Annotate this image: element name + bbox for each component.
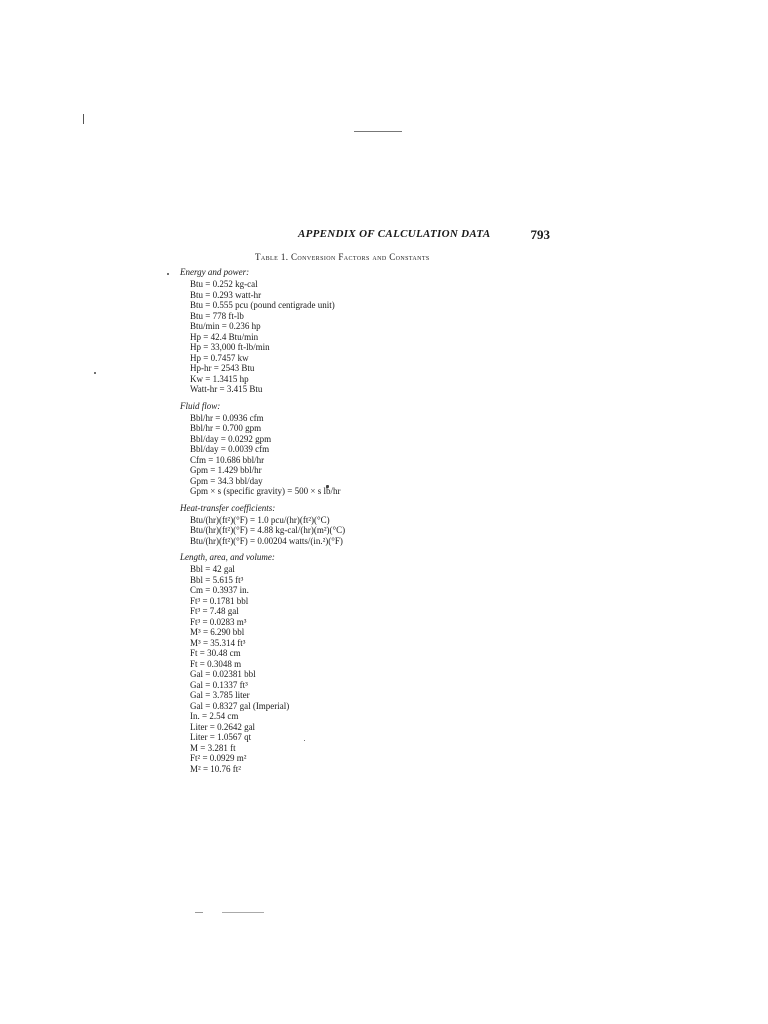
conversion-entry: Ft = 30.48 cm (190, 648, 241, 658)
running-title: APPENDIX OF CALCULATION DATA (298, 228, 491, 240)
scan-artifact-footer-dots (222, 912, 264, 913)
conversion-entry: Ft² = 0.0929 m² (190, 753, 247, 763)
conversion-entry: Ft³ = 0.1781 bbl (190, 595, 249, 606)
conversion-entry: Btu = 0.252 kg-cal (190, 279, 258, 289)
conversion-entry: Gpm = 1.429 bbl/hr (190, 465, 262, 475)
section-heading: Energy and power: (180, 267, 250, 277)
conversion-entry: Watt-hr = 3.415 Btu (190, 384, 263, 394)
conversion-entry: Cfm = 10.686 bbl/hr (190, 454, 265, 465)
scan-artifact-speck (94, 372, 96, 374)
entry-list (180, 515, 540, 547)
conversion-entry: Gal = 0.8327 gal (Imperial) (190, 700, 290, 711)
conversion-entry: Gal = 3.785 liter (190, 690, 250, 700)
conversion-entry: Ft³ = 7.48 gal (190, 606, 239, 616)
conversion-entry: Btu = 778 ft-lb (190, 310, 244, 321)
conversion-entry: Liter = 0.2642 gal (190, 721, 256, 732)
section-length-area-volume (180, 551, 540, 774)
page-header (298, 228, 550, 244)
conversion-entry: Btu/(hr)(ft²)(°F) = 4.88 kg-cal/(hr)(m²)(°C) (190, 525, 346, 535)
scan-artifact-dash (354, 131, 402, 132)
conversion-entry: Bbl/hr = 0.700 gpm (190, 423, 262, 433)
section-heading: Length, area, and volume: (180, 552, 275, 562)
section-heading: Heat-transfer coefficients: (180, 502, 276, 513)
conversion-entry: Btu = 0.293 watt-hr (190, 289, 262, 300)
entry-list (180, 564, 540, 774)
conversion-entry: Gpm = 34.3 bbl/day (190, 475, 263, 486)
section-energy-and-power (180, 266, 540, 395)
scan-artifact-speck (167, 273, 169, 275)
conversion-entry: In. = 2.54 cm (190, 711, 239, 721)
conversion-entry: Cm = 0.3937 in. (190, 585, 249, 595)
conversion-entry: Bbl/hr = 0.0936 cfm (190, 412, 264, 423)
conversion-entry: Hp = 42.4 Btu/min (190, 331, 259, 342)
conversion-entry: Bbl/day = 0.0292 gpm (190, 433, 272, 444)
conversion-entry: Ft = 0.3048 m (190, 658, 242, 669)
conversion-entry: Btu/min = 0.236 hp (190, 321, 261, 331)
page-number: 793 (530, 227, 550, 242)
conversion-entry: Gpm × s (specific gravity) = 500 × s lb/hr (190, 486, 341, 496)
conversion-table (180, 266, 540, 774)
conversion-entry: Kw = 1.3415 hp (190, 373, 249, 384)
conversion-entry: Bbl = 42 gal (190, 564, 235, 574)
conversion-entry: M = 3.281 ft (190, 742, 236, 753)
conversion-entry: Liter = 1.0567 qt (190, 732, 252, 742)
conversion-entry: M³ = 35.314 ft³ (190, 637, 246, 648)
conversion-entry: Ft³ = 0.0283 m³ (190, 616, 247, 627)
conversion-entry: Bbl = 5.615 ft³ (190, 574, 244, 585)
entry-list (180, 279, 540, 395)
entry-list (180, 413, 540, 497)
section-heat-transfer-coefficients (180, 502, 540, 547)
conversion-entry: Btu/(hr)(ft²)(°F) = 0.00204 watts/(in.²)(°F) (190, 535, 343, 546)
conversion-entry: Gal = 0.02381 bbl (190, 669, 256, 679)
conversion-entry: Hp = 0.7457 kw (190, 352, 249, 363)
conversion-entry: Gal = 0.1337 ft³ (190, 679, 248, 690)
conversion-entry: Hp = 33,000 ft-lb/min (190, 342, 270, 352)
conversion-entry: M³ = 6.290 bbl (190, 627, 245, 637)
conversion-entry: M² = 10.76 ft² (190, 763, 241, 774)
conversion-entry: Btu = 0.555 pcu (pound centigrade unit) (190, 300, 335, 310)
section-heading: Fluid flow: (180, 400, 221, 411)
section-fluid-flow (180, 400, 540, 497)
conversion-entry: Hp-hr = 2543 Btu (190, 363, 255, 373)
scan-artifact-footer-dots (195, 912, 203, 913)
conversion-entry: Bbl/day = 0.0039 cfm (190, 444, 270, 454)
conversion-entry: Btu/(hr)(ft²)(°F) = 1.0 pcu/(hr)(ft²)(°C) (190, 514, 330, 525)
table-title: Table 1. Conversion Factors and Constants (255, 252, 430, 262)
scan-artifact-vertical-line (83, 114, 84, 124)
